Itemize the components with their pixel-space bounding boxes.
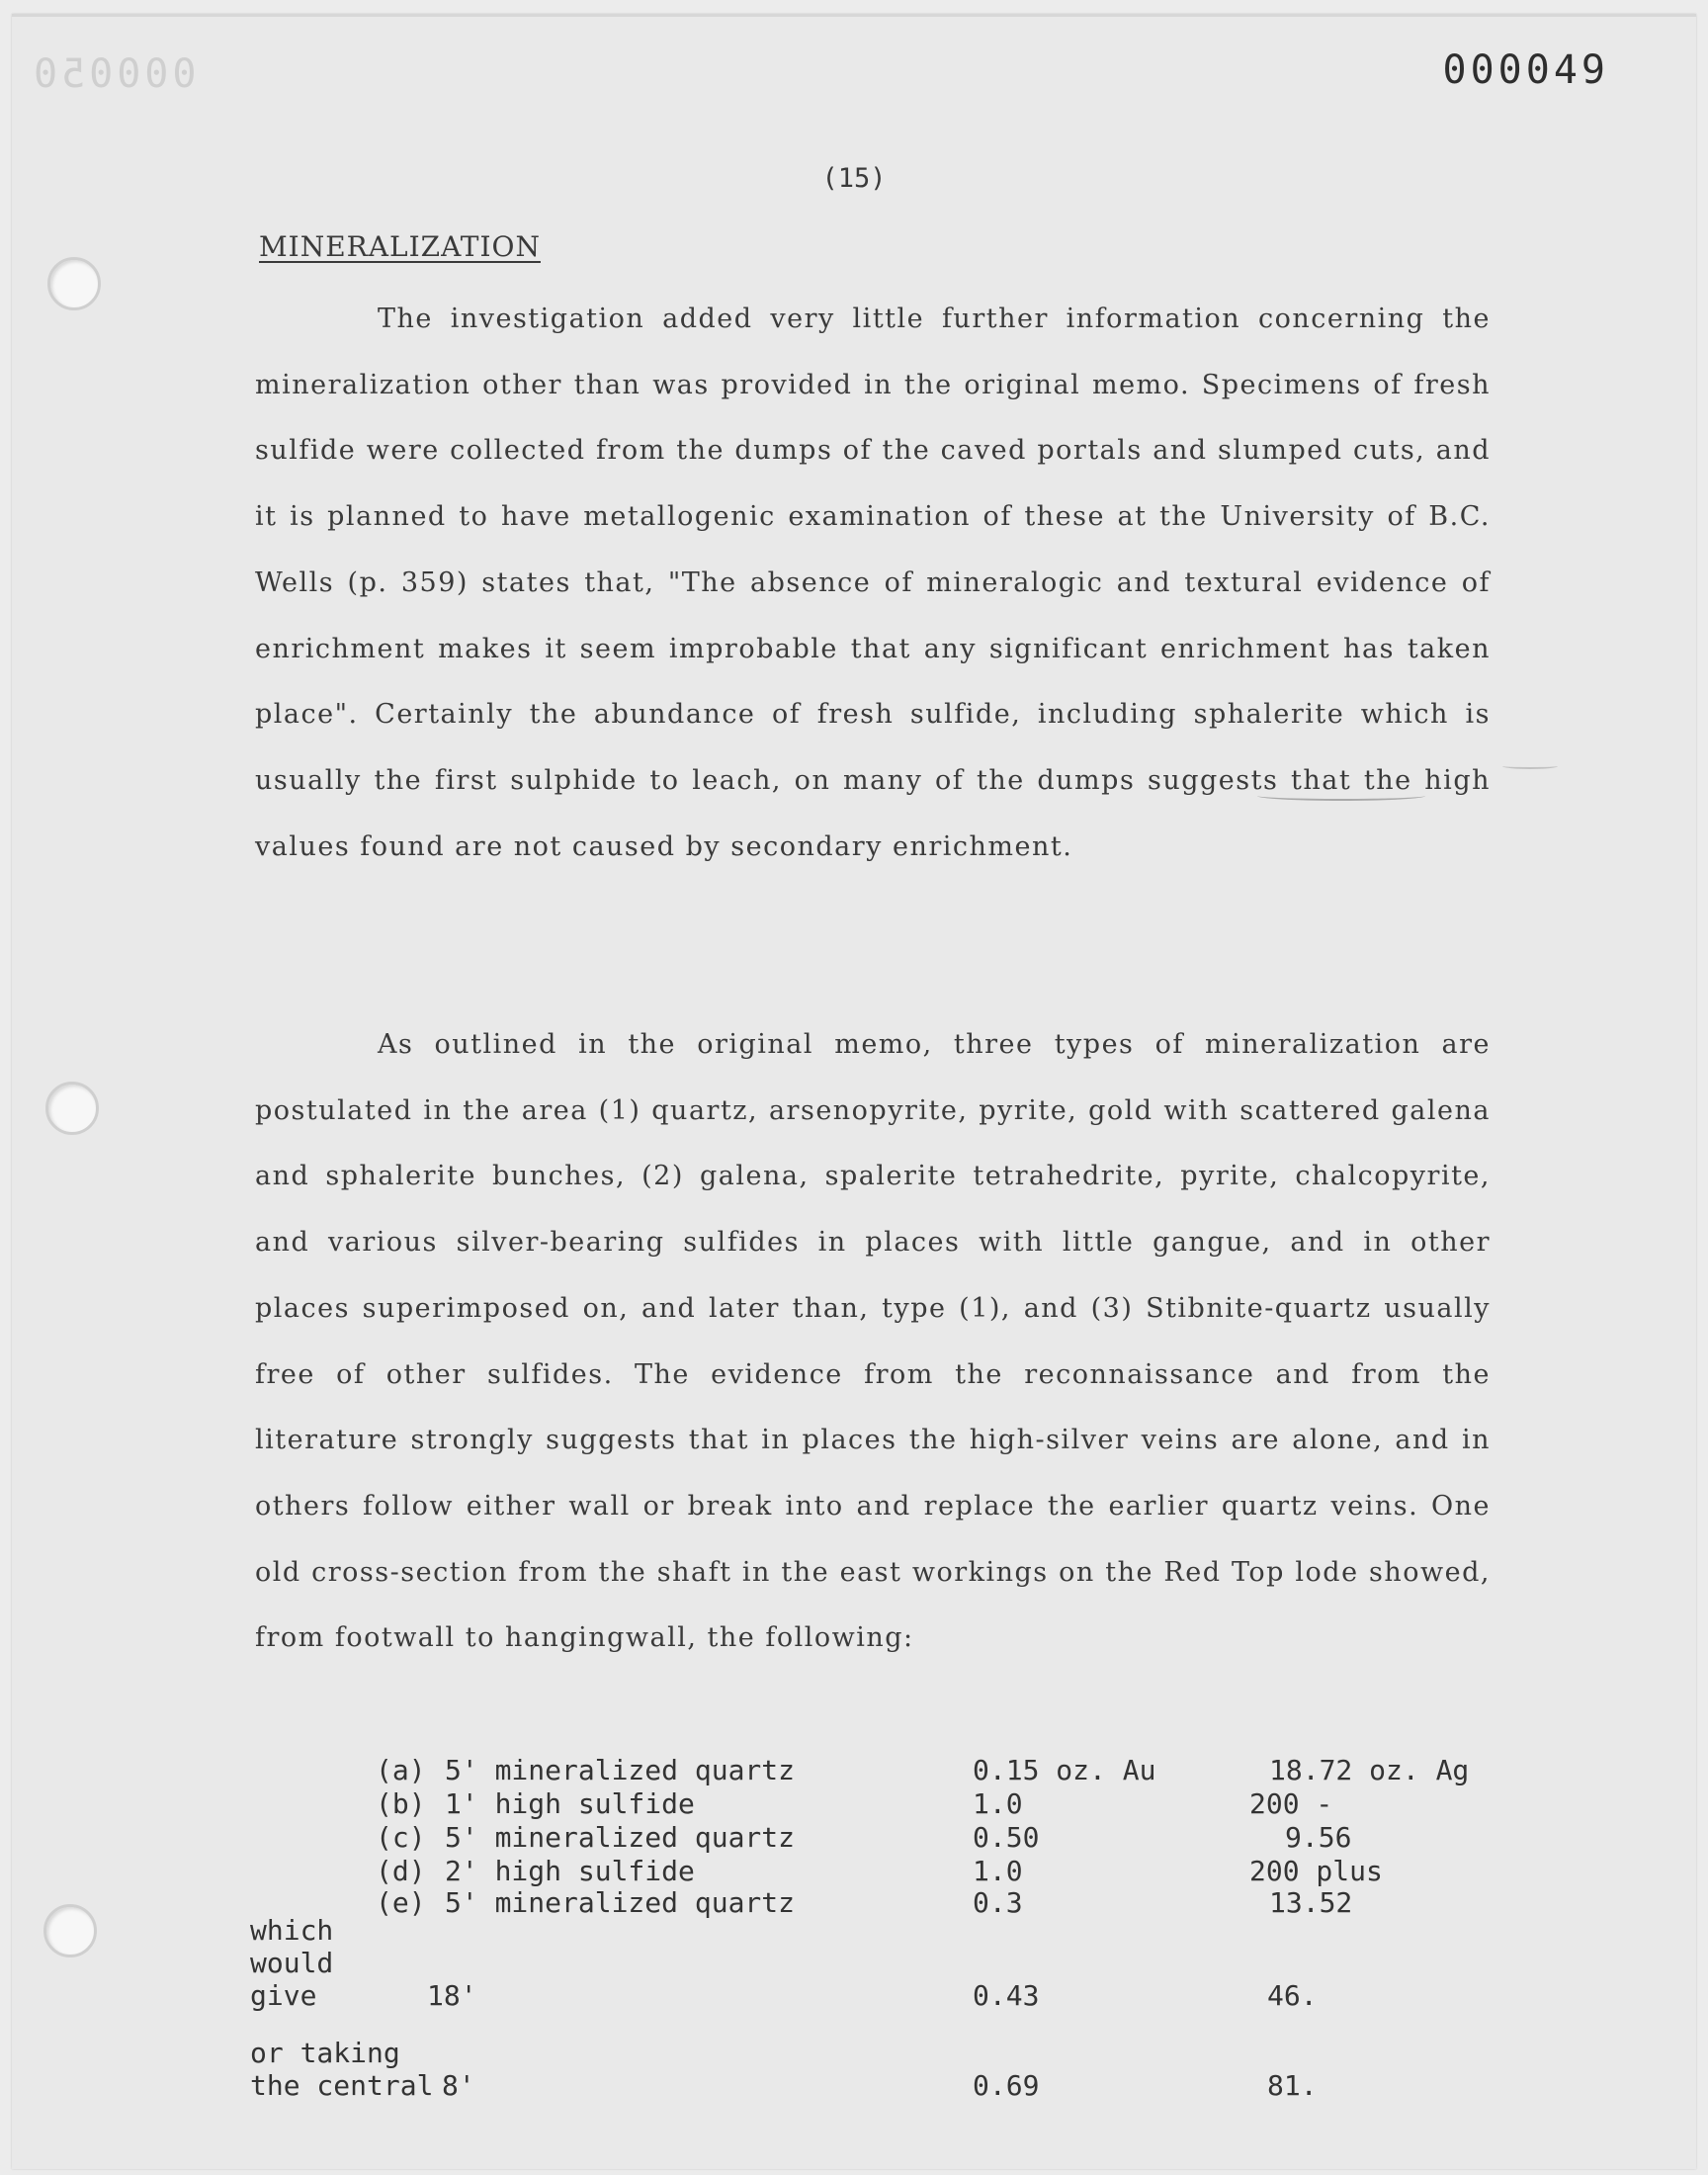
row-ag: 18.72 oz. Ag: [1269, 1754, 1470, 1786]
row-label: (e): [376, 1886, 426, 1919]
section-heading: MINERALIZATION: [259, 230, 541, 263]
row-au: 0.15 oz. Au: [973, 1754, 1156, 1786]
row-ag: 200 -: [1249, 1787, 1333, 1820]
summary-width: 8': [442, 2069, 475, 2102]
summary-label-2: [250, 2037, 433, 2102]
margin-mark: [1502, 763, 1558, 769]
summary-ag: 81.: [1267, 2069, 1318, 2102]
punch-hole-top: [47, 257, 101, 310]
ghost-doc-number: 000050: [30, 51, 197, 97]
row-au: 0.50: [973, 1821, 1040, 1854]
row-label: (c): [376, 1821, 426, 1854]
summary-au: 0.43: [973, 1979, 1040, 2012]
row-desc: 5' mineralized quartz: [445, 1754, 796, 1786]
paragraph-2: As outlined in the original memo, three types of mineralization are postulated in the area (1) quartz, arsenopyrite, pyrite, gold with scattered galena and sphalerite bunches, (2) galena, spalerite tetrahedrite, pyrite, chalcopyrite, and various silver-bearing sulfides in places with little gangue, and in other places superimposed on, and later than, type (1), and (3) Stibnite-quartz usually free of other sulfides. The evidence from the reconnaissance and from the literature strongly suggests that in places the high-silver veins are alone, and in others follow either wall or break into and replace the earlier quartz veins. One old cross-section from the shaft in the east workings on the Red Top lode showed, from footwall to hangingwall, the following:: [255, 1029, 1491, 1654]
row-label: (d): [376, 1855, 426, 1887]
row-ag: 13.52: [1269, 1886, 1353, 1919]
summary-line: which: [250, 1914, 334, 1947]
doc-number: 000049: [1442, 47, 1609, 93]
paragraph-1: The investigation added very little further information concerning the mineralization other than was provided in the original memo. Specimens of fresh sulfide were collected from the dumps of the caved portals and slumped cuts, and it is planned to have metallogenic examination of these at the University of B.C. Wells (p. 359) states that, "The absence of mineralogic and textural evidence of enrichment makes it seem improbable that any significant enrichment has taken place". Certainly the abundance of fresh sulfide, including sphalerite which is usually the first sulphide to leach, on many of the dumps suggests that the high values found are not caused by secondary enrichment.: [255, 304, 1491, 862]
row-au: 0.3: [973, 1886, 1023, 1919]
row-label: (a): [376, 1754, 426, 1786]
row-au: 1.0: [973, 1855, 1023, 1887]
summary-au: 0.69: [973, 2069, 1040, 2102]
summary-line: give: [250, 1979, 317, 2012]
row-ag: 200 plus: [1249, 1855, 1383, 1887]
summary-label-1: [250, 1914, 333, 2012]
row-label: (b): [376, 1787, 426, 1820]
summary-ag: 46.: [1267, 1979, 1318, 2012]
row-desc: 2' high sulfide: [445, 1855, 695, 1887]
row-au: 1.0: [973, 1787, 1023, 1820]
row-desc: 5' mineralized quartz: [445, 1886, 796, 1919]
row-ag: 9.56: [1285, 1821, 1352, 1854]
underline-mark: [1257, 791, 1425, 801]
punch-hole-bottom: [43, 1904, 97, 1958]
page-edge: [12, 14, 1696, 17]
row-desc: 1' high sulfide: [445, 1787, 695, 1820]
summary-line: the central: [250, 2069, 434, 2102]
summary-width: 18': [427, 1979, 477, 2012]
page-number: (15): [821, 163, 887, 194]
row-desc: 5' mineralized quartz: [445, 1821, 796, 1854]
punch-hole-middle: [45, 1082, 99, 1135]
summary-line: would: [250, 1947, 334, 1979]
summary-line: or taking: [250, 2037, 400, 2069]
